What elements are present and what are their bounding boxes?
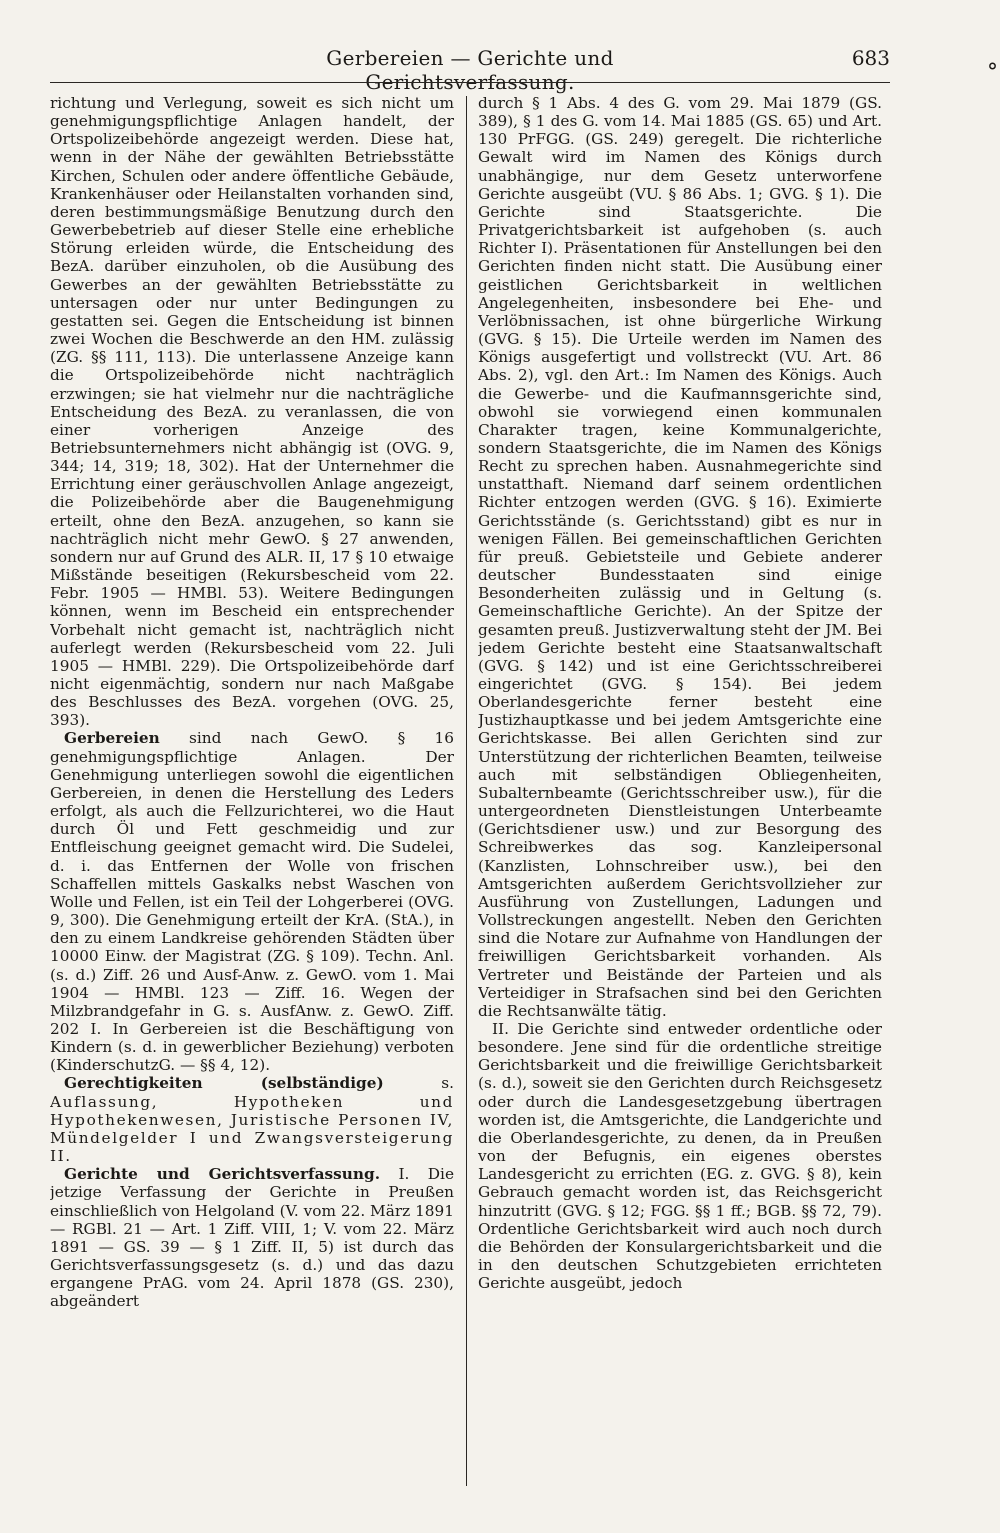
page-header bbox=[0, 44, 1000, 94]
paragraph-gerichte-section-ii: II. Die Gerichte sind entweder ordentliche oder besondere. Jene sind für die ordentliche streitige Gerichtsbarkeit und die freiwillige Gerichtsbarkeit (s. d.), soweit sie den Gerichten durch Reichsgesetz oder durch die Landesgesetzgebung übertragen worden ist, die Amtsgerichte, die Landgerichte und die Oberlandesgerichte, zu denen, da in Preußen von der Befugnis, ein eigenes oberstes Landesgericht zu errichten (EG. z. GVG. § 8), kein Gebrauch gemacht worden ist, das Reichsgericht hinzutritt (GVG. § 12; FGG. §§ 1 ff.; BGB. §§ 72, 79). Ordentliche Gerichtsbarkeit wird auch noch durch die Behörden der Konsulargerichtsbarkeit und die in den deutschen Schutzgebieten errichteten Gerichte ausgeübt, jedoch bbox=[478, 1019, 882, 1293]
left-column bbox=[50, 94, 454, 1486]
paragraph-gerichte-continued: durch § 1 Abs. 4 des G. vom 29. Mai 1879 (GS. 389), § 1 des G. vom 14. Mai 1885 (GS. 65) und Art. 130 PrFGG. (GS. 249) geregelt. Die richterliche Gewalt wird im Namen des Königs durch unabhängige, nur dem Gesetz unterworfene Gerichte ausgeübt (VU. § 86 Abs. 1; GVG. § 1). Die Gerichte sind Staatsgerichte. Die Privatgerichtsbarkeit ist aufgehoben (s. auch Richter I). Präsentationen für Anstellungen bei den Gerichten finden nicht statt. Die Ausübung einer geistlichen Gerichtsbarkeit in weltlichen Angelegenheiten, insbesondere bei Ehe- und Verlöbnissachen, ist ohne bürgerliche Wirkung (GVG. § 15). Die Urteile werden im Namen des Königs ausgefertigt und vollstreckt (VU. Art. 86 Abs. 2), vgl. den Art.: Im Namen des Königs. Auch die Gewerbe- und die Kaufmannsgerichte sind, obwohl sie vorwiegend einen kommunalen Charakter tragen, keine Kommunalgerichte, sondern Staatsgerichte, die im Namen des Königs Recht zu sprechen haben. Ausnahmegerichte sind unstatthaft. Niemand darf seinem ordentlichen Richter entzogen werden (GVG. § 16). Eximierte Gerichtsstände (s. Gerichtsstand) gibt es nur in wenigen Fällen. Bei gemeinschaftlichen Gerichten für preuß. Gebietsteile und Gebiete anderer deutscher Bundesstaaten sind einige Besonderheiten zulässig und in Geltung (s. Gemeinschaftliche Gerichte). An der Spitze der gesamten preuß. Justizverwaltung steht der JM. Bei jedem Gerichte besteht eine Staatsanwaltschaft (GVG. § 142) und ist eine Gerichtsschreiberei eingerichtet (GVG. § 154). Bei jedem Oberlandesgerichte ferner besteht eine Justizhauptkasse und bei jedem Amtsgerichte eine Gerichtskasse. Bei allen Gerichten sind zur Unterstützung der richterlichen Beamten, teilweise auch mit selbständigen Obliegenheiten, Subalternbeamte (Gerichtsschreiber usw.), für die untergeordneten Dienstleistungen Unterbeamte (Gerichtsdiener usw.) und zur Besorgung des Schreibwerkes das sog. Kanzleipersonal (Kanzlisten, Lohnschreiber usw.), bei den Amtsgerichten außerdem Gerichtsvollzieher zur Ausführung von Zustellungen, Ladungen und Vollstreckungen angestellt. Neben den Gerichten sind die Notare zur Aufnahme von Handlungen der freiwilligen Gerichtsbarkeit vorhanden. Als Vertreter und Beistände der Parteien und als Verteidiger in Strafsachen sind bei den Gerichten die Rechtsanwälte tätig. bbox=[478, 94, 882, 1020]
entry-head-gerbereien: Gerbereien bbox=[64, 729, 160, 748]
right-column bbox=[478, 94, 882, 1486]
page-number: 683 bbox=[851, 46, 890, 70]
header-rule bbox=[50, 82, 890, 83]
entry-cross-references: Auflassung, Hypotheken und Hypothekenwesen, Juristische Personen IV, Mündelgelder I und Zwangsversteigerung II. bbox=[50, 1092, 454, 1166]
entry-gerechtigkeiten bbox=[50, 1074, 454, 1165]
entry-gerbereien bbox=[50, 729, 454, 1074]
entry-head-gerichte: Gerichte und Gerichtsverfassung. bbox=[64, 1165, 381, 1184]
entry-gerichte bbox=[50, 1165, 454, 1310]
entry-body-gerichte: I. Die jetzige Verfassung der Gerichte in Preußen einschließlich von Helgoland (V. vom 22. März 1891 — RGBl. 21 — Art. 1 Ziff. VIII, 1; V. vom 22. März 1891 — GS. 39 — § 1 Ziff. II, 5) ist durch das Gerichtsverfassungsgesetz (s. d.) und das dazu ergangene PrAG. vom 24. April 1878 (GS. 230), abgeändert bbox=[50, 1165, 454, 1311]
entry-see-prefix: s. bbox=[383, 1074, 454, 1093]
running-head: Gerbereien — Gerichte und Gerichtsverfassung. bbox=[326, 46, 614, 94]
column-divider bbox=[466, 96, 467, 1486]
edge-mark: ° bbox=[987, 60, 998, 85]
entry-head-gerechtigkeiten: Gerechtigkeiten (selbständige) bbox=[64, 1074, 384, 1093]
paragraph-verlegung: richtung und Verlegung, soweit es sich nicht um genehmigungspflichtige Anlagen handelt, der Ortspolizeibehörde angezeigt werden. Diese hat, wenn in der Nähe der gewählten Betriebsstätte Kirchen, Schulen oder andere öffentliche Gebäude, Krankenhäuser oder Heilanstalten vorhanden sind, deren bestimmungsmäßige Benutzung durch den Gewerbebetrieb auf dieser Stelle eine erhebliche Störung erleiden würde, die Entscheidung des BezA. darüber einzuholen, ob die Ausübung des Gewerbes an der gewählten Betriebsstätte zu untersagen oder nur unter Bedingungen zu gestatten sei. Gegen die Entscheidung ist binnen zwei Wochen die Beschwerde an den HM. zulässig (ZG. §§ 111, 113). Die unterlassene Anzeige kann die Ortspolizeibehörde nicht nachträglich erzwingen; sie hat vielmehr nur die nachträgliche Entscheidung des BezA. zu veranlassen, die von einer vorherigen Anzeige des Betriebsunternehmers nicht abhängig ist (OVG. 9, 344; 14, 319; 18, 302). Hat der Unternehmer die Errichtung einer geräuschvollen Anlage angezeigt, die Polizeibehörde aber die Baugenehmigung erteilt, ohne den BezA. anzugehen, so kann sie nachträglich nicht mehr GewO. § 27 anwenden, sondern nur auf Grund des ALR. II, 17 § 10 etwaige Mißstände beseitigen (Rekursbescheid vom 22. Febr. 1905 — HMBl. 53). Weitere Bedingungen können, wenn im Bescheid ein entsprechender Vorbehalt nicht gemacht ist, nachträglich nicht auferlegt werden (Rekursbescheid vom 22. Juli 1905 — HMBl. 229). Die Ortspolizeibehörde darf nicht eigenmächtig, sondern nur nach Maßgabe des Beschlusses des BezA. vorgehen (OVG. 25, 393). bbox=[50, 94, 454, 730]
entry-body-gerbereien: sind nach GewO. § 16 genehmigungspflichtige Anlagen. Der Genehmigung unterliegen sowohl die eigentlichen Gerbereien, in denen die Herstellung des Leders erfolgt, als auch die Fellzurichterei, wo die Haut durch Öl und Fett geschmeidig und zur Entfleischung geeignet gemacht wird. Die Sudelei, d. i. das Entfernen der Wolle von frischen Schaffellen mittels Gaskalks nebst Waschen von Wolle und Fellen, ist ein Teil der Lohgerberei (OVG. 9, 300). Die Genehmigung erteilt der KrA. (StA.), in den zu einem Landkreise gehörenden Städten über 10000 Einw. der Magistrat (ZG. § 109). Techn. Anl. (s. d.) Ziff. 26 und Ausf-Anw. z. GewO. vom 1. Mai 1904 — HMBl. 123 — Ziff. 16. Wegen der Milzbrandgefahr in G. s. AusfAnw. z. GewO. Ziff. 202 I. In Gerbereien ist die Beschäftigung von Kindern (s. d. in gewerblicher Beziehung) verboten (KinderschutzG. — §§ 4, 12). bbox=[50, 729, 454, 1075]
